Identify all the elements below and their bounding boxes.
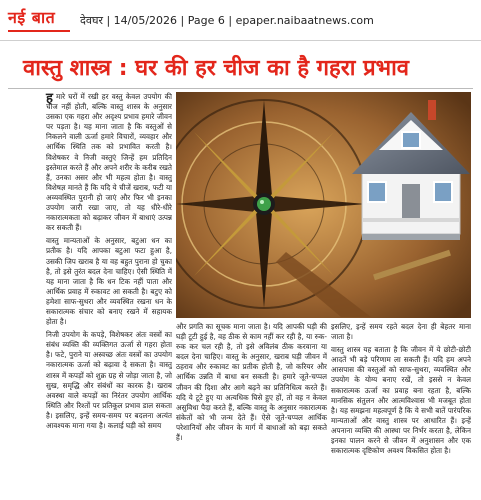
column-3-paragraph-1: इसलिए, इन्हें समय रहते बदल देना ही बेहतर माना जाता है। [331, 322, 471, 342]
logo-text: नई बात [8, 8, 56, 27]
article-column-1 [46, 92, 172, 494]
article-headline: वास्तु शास्त्र : घर की हर चीज का है गहरा प्रभाव [23, 56, 409, 81]
column-1-paragraph-3: निजी उपयोग के कपड़े, विशेषकर अंतः वस्त्रों का संबंध व्यक्ति की व्यक्तिगत ऊर्जा से गहरा होता है। फटे, पुराने या अस्वच्छ अंतः वस्त्रों का उपयोग नकारात्मक ऊर्जा को बढ़ावा दे सकता है। वास्तु शास्त्र में कपड़ों को शुक्र ग्रह से जोड़ा जाता है, जो सुख, समृद्धि और संबंधों का कारक है। खराब अवस्था वाले कपड़ों का निरंतर उपयोग आर्थिक स्थिति और रिश्तों पर प्रतिकूल प्रभाव डाल सकता है। इसलिए, इन्हें समय-समय पर बदलना अत्यंत आवश्यक माना गया है। कलाई घड़ी को समय [46, 330, 172, 430]
logo-underline [8, 30, 70, 32]
masthead-divider [0, 40, 481, 41]
column-1-paragraph-2: वास्तु मान्यताओं के अनुसार, बटुआ धन का प्रतीक है। यदि आपका बटुआ फटा हुआ है, उसकी जिप खराब है या वह बहुत पुराना हो चुका है, तो इसे तुरंत बदल देना चाहिए। ऐसी स्थिति में यह माना जाता है कि धन टिक नहीं पाता और आर्थिक प्रवाह में रुकावट आ सकती है। बटुए को हमेशा साफ-सुथरा और व्यवस्थित रखना धन के सकारात्मक संचार को बनाए रखने में सहायक होता है। [46, 236, 172, 327]
edition-line: देवघर | 14/05/2026 | Page 6 | epaper.naibaatnews.com [80, 14, 374, 27]
column-1-paragraph-1: मारे घरों में रखी हर वस्तु केवल उपयोग की चीज नहीं होती, बल्कि वास्तु शास्त्र के अनुसार उसका एक गहरा और अदृश्य प्रभाव हमारे जीवन पर पड़ता है। यह माना जाता है कि वस्तुओं से निकलने वाली ऊर्जा हमारे विचारों, व्यवहार और आर्थिक स्थिति तक को प्रभावित करती है। विशेषकर वे निजी वस्तुएं जिन्हें हम प्रतिदिन इस्तेमाल करते हैं और अपने शरीर के करीब रखते हैं, उनका असर और भी महत्व होता है। वास्तु विशेषज्ञ मानते हैं कि यदि ये चीजें खराब, फटी या अव्यवस्थित पुरानी हो जाएं और फिर भी इनका उपयोग जारी रखा जाए, तो यह धीरे-धीरे नकारात्मकता को बढ़ाकर जीवन में बाधाएं उत्पन्न कर सकती हैं। [46, 92, 172, 233]
article-illustration [176, 92, 471, 318]
compass-house-image [176, 92, 471, 318]
article-column-3 [331, 322, 471, 497]
column-2-text: और प्रगति का सूचक माना जाता है। यदि आपकी घड़ी की घड़ी टूटी हुई है, वह ठीक से काम नहीं कर रही है, या रुक-रुक कर चल रही है, तो इसे अविलंब ठीक करवाना या बदल देना चाहिए। वास्तु के अनुसार, खराब घड़ी जीवन में ठहराव और रुकावट का प्रतीक होती है, जो करियर और आर्थिक उन्नति में बाधा बन सकती है। हमारे जूते-चप्पल जीवन की दिशा और आगे बढ़ने का प्रतिनिधित्व करते हैं। यदि ये टूटे हुए या अत्यधिक घिसे हुए हों, तो वह न केवल असुविधा पैदा करते हैं, बल्कि वास्तु के अनुसार नकारात्मक संकेतों को भी जन्म देते हैं। ऐसे जूते-चप्पल आर्थिक परेशानियों और जीवन के मार्ग में बाधाओं को बढ़ा सकते हैं। [176, 322, 327, 443]
masthead [0, 0, 481, 40]
article-column-2 [176, 322, 327, 497]
newspaper-logo[interactable] [8, 7, 70, 29]
drop-cap: ह [46, 91, 53, 106]
headline-divider [8, 88, 473, 89]
column-3-paragraph-2: वास्तु शास्त्र यह बताता है कि जीवन में ये छोटी-छोटी आदतें भी बड़े परिणाम ला सकती हैं। यदि हम अपने आसपास की वस्तुओं को साफ-सुथरा, व्यवस्थित और उपयोग के योग्य बनाए रखें, तो इससे न केवल सकारात्मक ऊर्जा का प्रवाह बना रहता है, बल्कि मानसिक संतुलन और आत्मविश्वास भी मजबूत होता है। यह समझना महत्वपूर्ण है कि ये सभी बातें पारंपरिक मान्यताओं और वास्तु शास्त्र पर आधारित हैं। इन्हें अपनाना व्यक्ति की आस्था पर निर्भर करता है, लेकिन इनका पालन करने से जीवन में अनुशासन और एक सकारात्मक दृष्टिकोण अवश्य विकसित होता है। [331, 345, 471, 456]
